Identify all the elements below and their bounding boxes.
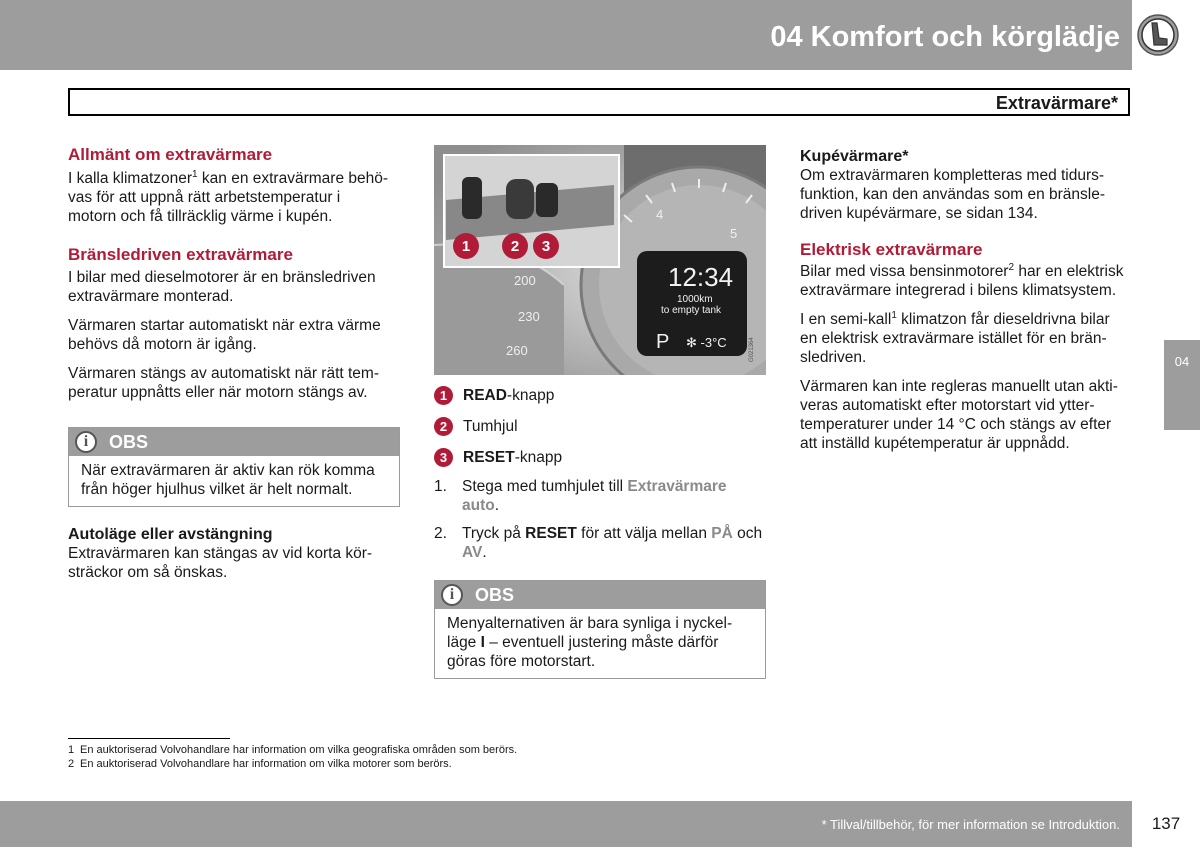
step-2: 2. Tryck på RESET för att välja mellan PÅ och AV. — [434, 525, 763, 561]
paragraph-cabin-heater: Om extravärmaren kompletteras med tidurs- funktion, kan den användas som en bränsle- driven kupévärmare, se sidan 134. — [800, 167, 1106, 222]
chapter-side-tab: 04 — [1164, 340, 1200, 430]
obs-box-middle — [434, 580, 766, 679]
dial-label-5: 5 — [730, 226, 738, 241]
page-number: 137 — [1151, 814, 1181, 833]
seat-icon — [1137, 14, 1179, 56]
obs-label: OBS — [475, 585, 515, 605]
svg-text:3: 3 — [541, 238, 551, 255]
obs-header — [435, 581, 765, 609]
speed-label-260: 260 — [506, 343, 528, 358]
display-range-sub: to empty tank — [661, 305, 722, 316]
dial-label-4: 4 — [656, 207, 664, 222]
reset-button-image — [536, 183, 558, 217]
paragraph-auto-mode: Extravärmaren kan stängas av vid korta kör- sträckor om så önskas. — [68, 545, 373, 581]
paragraph-semi-cold: I en semi-kall$^1$ klimatzon får dieseldrivna bilar en elektrisk extravärmare istället för en brän- sledriven. — [800, 310, 1110, 366]
chapter-header — [0, 0, 1132, 70]
footnote-1: 1 En auktoriserad Volvohandlare har information om vilka geografiska områden som berörs. — [68, 744, 518, 756]
display-gear: P — [656, 331, 670, 353]
heading-general: Allmänt om extravärmare — [68, 145, 273, 164]
display-temperature: ✻ -3°C — [686, 335, 727, 350]
heading-cabin-heater: Kupévärmare* — [800, 148, 909, 165]
legend-item-3: 3 RESET-knapp — [434, 446, 768, 468]
obs-text: När extravärmaren är aktiv kan rök komma från höger hjulhus vilket är helt normalt. — [81, 462, 375, 498]
heading-fuel-heater: Bränsledriven extravärmare — [68, 245, 293, 264]
info-icon: i — [441, 584, 463, 606]
right-column — [800, 147, 1140, 453]
svg-text:1: 1 — [461, 238, 471, 255]
middle-column — [434, 384, 768, 571]
display-clock: 12:34 — [668, 262, 734, 292]
display-range: 1000km — [677, 294, 713, 305]
paragraph-regulation: Värmaren kan inte regleras manuellt utan akti- veras automatiskt efter motorstart vid ytter- temperaturer under 14 °C och stängs av efter att inställd kupétemperatur är uppnådd. — [800, 378, 1118, 452]
heading-auto-mode: Autoläge eller avstängning — [68, 526, 273, 543]
page-footer — [0, 801, 1132, 847]
left-column — [68, 145, 408, 402]
svg-text:2: 2 — [510, 238, 520, 255]
paragraph-heater-stop: Värmaren stängs av automatiskt när rätt tem- peratur uppnåtts eller när motorn stängs av. — [68, 365, 379, 401]
section-title: Extravärmare* — [995, 93, 1118, 113]
paragraph-general: I kalla klimatzoner$^1$ kan en extravärmare behö- vas för att uppnå rätt arbetstemperatur i motorn och få tillräcklig värme i kupén. — [68, 169, 389, 225]
footnote-2: 2 En auktoriserad Volvohandlare har information om vilka motorer som berörs. — [68, 758, 452, 770]
obs-header — [69, 428, 399, 456]
paragraph-fuel-heater: I bilar med dieselmotorer är en bränsledriven extravärmare monterad. — [68, 269, 376, 305]
obs-label: OBS — [109, 432, 149, 452]
footer-note: * Tillval/tillbehör, för mer information se Introduktion. — [821, 817, 1120, 832]
obs-text: Menyalternativen är bara synliga i nyckel- läge I – eventuell justering måste därför göras före motorstart. — [447, 615, 733, 670]
obs-box-left — [68, 427, 400, 507]
read-button-image — [462, 177, 482, 219]
paragraph-heater-start: Värmaren startar automatiskt när extra värme behövs då motorn är igång. — [68, 317, 381, 353]
paragraph-electric-heater: Bilar med vissa bensinmotorer$^2$ har en elektrisk extravärmare integrerad i bilens klimatsystem. — [800, 262, 1124, 299]
chapter-title: 04 Komfort och körglädje — [770, 21, 1120, 53]
heading-electric-heater: Elektrisk extravärmare — [800, 240, 983, 259]
section-title-bar — [68, 88, 1130, 116]
footnote-divider — [68, 738, 230, 739]
legend-item-1: 1 READ-knapp — [434, 384, 768, 406]
thumbwheel-image — [506, 179, 534, 219]
speed-label-230: 230 — [518, 309, 540, 324]
info-icon: i — [75, 431, 97, 453]
legend-item-2: 2 Tumhjul — [434, 415, 768, 437]
instrument-figure — [434, 145, 766, 375]
speed-label-200: 200 — [514, 273, 536, 288]
step-1: 1. Stega med tumhjulet till Extravärmare auto. — [434, 478, 727, 514]
left-column-bottom — [68, 525, 408, 582]
figure-code: G021364 — [749, 337, 755, 362]
